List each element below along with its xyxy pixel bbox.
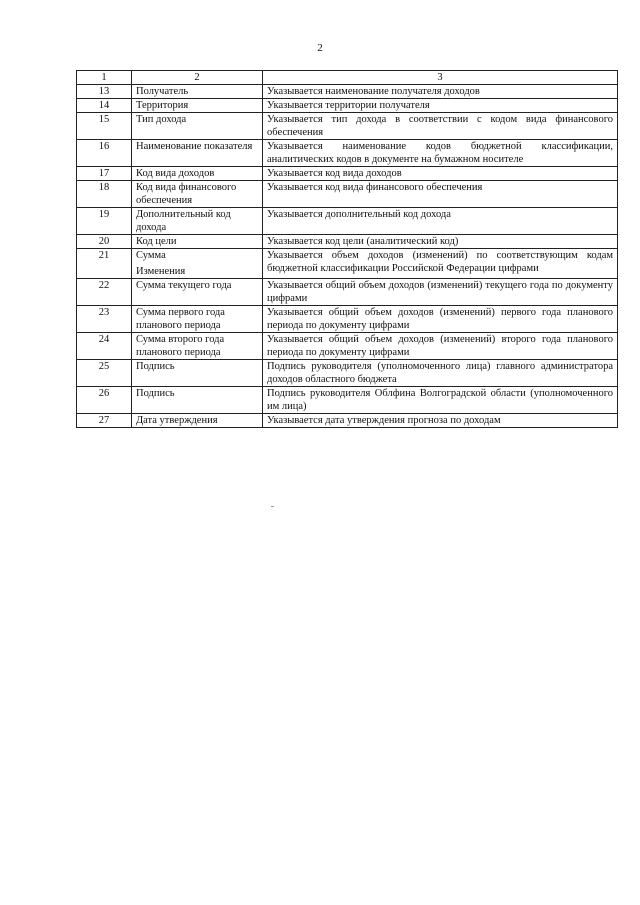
requisite-description: Указывается код вида доходов — [263, 167, 618, 181]
row-number: 22 — [77, 279, 132, 306]
row-number: 19 — [77, 208, 132, 235]
requisite-name: Тип дохода — [132, 113, 263, 140]
requisite-name: Наименование показателя — [132, 140, 263, 167]
table-row — [77, 279, 618, 306]
requisite-name: Территория — [132, 99, 263, 113]
requisite-description: Указывается дата утверждения прогноза по доходам — [263, 414, 618, 428]
header-col-1: 1 — [77, 71, 132, 85]
row-number: 17 — [77, 167, 132, 181]
requisite-description: Указывается тип дохода в соответствии с кодом вида финансового обеспечения — [263, 113, 618, 140]
row-number: 23 — [77, 306, 132, 333]
requisite-description: Указывается общий объем доходов (изменений) первого года планового периода по документу цифрами — [263, 306, 618, 333]
table-row — [77, 140, 618, 167]
row-number: 14 — [77, 99, 132, 113]
requisite-name-main: Сумма — [136, 250, 166, 261]
requisite-description: Указывается общий объем доходов (изменений) второго года планового периода по документу цифрами — [263, 333, 618, 360]
requisite-name: Сумма первого года планового периода — [132, 306, 263, 333]
table-row — [77, 306, 618, 333]
header-col-3: 3 — [263, 71, 618, 85]
requisite-description: Указывается объем доходов (изменений) по соответствующим кодам бюджетной классификации Российской Федерации цифрами — [263, 249, 618, 279]
requisite-name: Дата утверждения — [132, 414, 263, 428]
row-number: 13 — [77, 85, 132, 99]
requisite-name: Сумма второго года планового периода — [132, 333, 263, 360]
table-row — [77, 387, 618, 414]
row-number: 16 — [77, 140, 132, 167]
requisite-name — [132, 249, 263, 279]
row-number: 21 — [77, 249, 132, 279]
scan-speck — [271, 506, 274, 507]
row-number: 25 — [77, 360, 132, 387]
requisite-description: Указывается территории получателя — [263, 99, 618, 113]
requisite-description: Указывается общий объем доходов (изменений) текущего года по документу цифрами — [263, 279, 618, 306]
requisite-name: Код цели — [132, 235, 263, 249]
table-header-row — [77, 71, 618, 85]
table-row — [77, 360, 618, 387]
row-number: 26 — [77, 387, 132, 414]
table-row — [77, 113, 618, 140]
row-number: 20 — [77, 235, 132, 249]
table-body — [77, 71, 618, 428]
requisite-name: Подпись — [132, 360, 263, 387]
requisite-name: Сумма текущего года — [132, 279, 263, 306]
requisites-table — [76, 70, 618, 428]
table-row — [77, 167, 618, 181]
requisite-description: Указывается наименование получателя доходов — [263, 85, 618, 99]
requisite-description: Указывается код цели (аналитический код) — [263, 235, 618, 249]
row-number: 24 — [77, 333, 132, 360]
requisite-name: Получатель — [132, 85, 263, 99]
requisite-description: Указывается наименование кодов бюджетной классификации, аналитических кодов в документе на бумажном носителе — [263, 140, 618, 167]
row-number: 15 — [77, 113, 132, 140]
table-row — [77, 99, 618, 113]
table-row — [77, 208, 618, 235]
row-number: 27 — [77, 414, 132, 428]
table-row — [77, 333, 618, 360]
requisite-description: Указывается дополнительный код дохода — [263, 208, 618, 235]
header-col-2: 2 — [132, 71, 263, 85]
page-number: 2 — [317, 42, 323, 54]
requisite-description: Подпись руководителя Облфина Волгоградской области (уполномоченного им лица) — [263, 387, 618, 414]
table-row — [77, 85, 618, 99]
requisite-name: Код вида финансового обеспечения — [132, 181, 263, 208]
requisite-name: Код вида доходов — [132, 167, 263, 181]
requisite-description: Указывается код вида финансового обеспечения — [263, 181, 618, 208]
requisite-name: Дополнительный код дохода — [132, 208, 263, 235]
requisite-name: Подпись — [132, 387, 263, 414]
table-row — [77, 249, 618, 279]
table-row — [77, 414, 618, 428]
requisite-name-secondary: Изменения — [136, 266, 186, 277]
table-row — [77, 181, 618, 208]
table-row — [77, 235, 618, 249]
row-number: 18 — [77, 181, 132, 208]
requisite-description: Подпись руководителя (уполномоченного лица) главного администратора доходов областного бюджета — [263, 360, 618, 387]
